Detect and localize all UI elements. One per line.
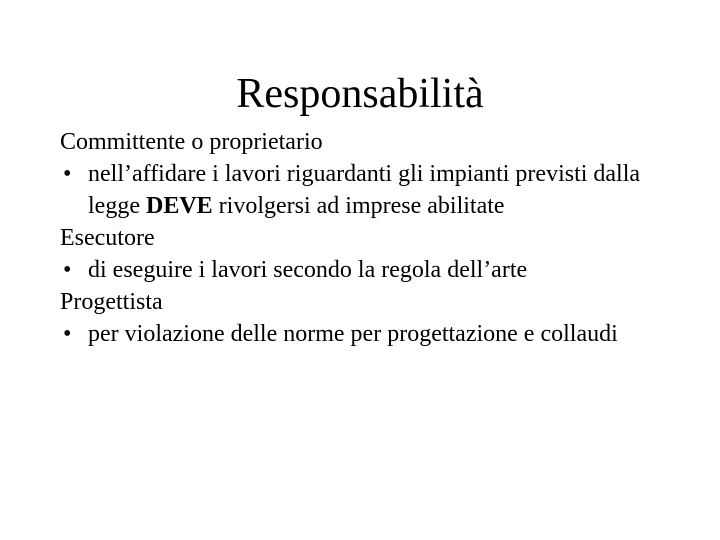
section-heading-progettista: Progettista (60, 289, 163, 315)
bullet-text-part: nell’affidare i lavori riguardanti gli impianti previsti dalla legge (88, 161, 641, 219)
section-heading-committente: Committente o proprietario (60, 129, 323, 155)
section-heading-esecutore: Esecutore (60, 225, 155, 251)
slide-body (60, 126, 660, 350)
bullet-progettista (60, 318, 660, 350)
bullet-committente (60, 158, 660, 222)
bullet-icon: • (63, 257, 72, 283)
bullet-esecutore (60, 254, 660, 286)
bullet-text: di eseguire i lavori secondo la regola dell’arte (88, 257, 528, 283)
bullet-text: per violazione delle norme per progettazione e collaudi (88, 321, 618, 347)
bullet-text-part: rivolgersi ad imprese abilitate (212, 193, 505, 219)
slide-title: Responsabilità (236, 71, 484, 117)
bullet-icon: • (63, 321, 72, 347)
bullet-emphasis: DEVE (145, 193, 213, 219)
bullet-icon: • (63, 161, 72, 187)
